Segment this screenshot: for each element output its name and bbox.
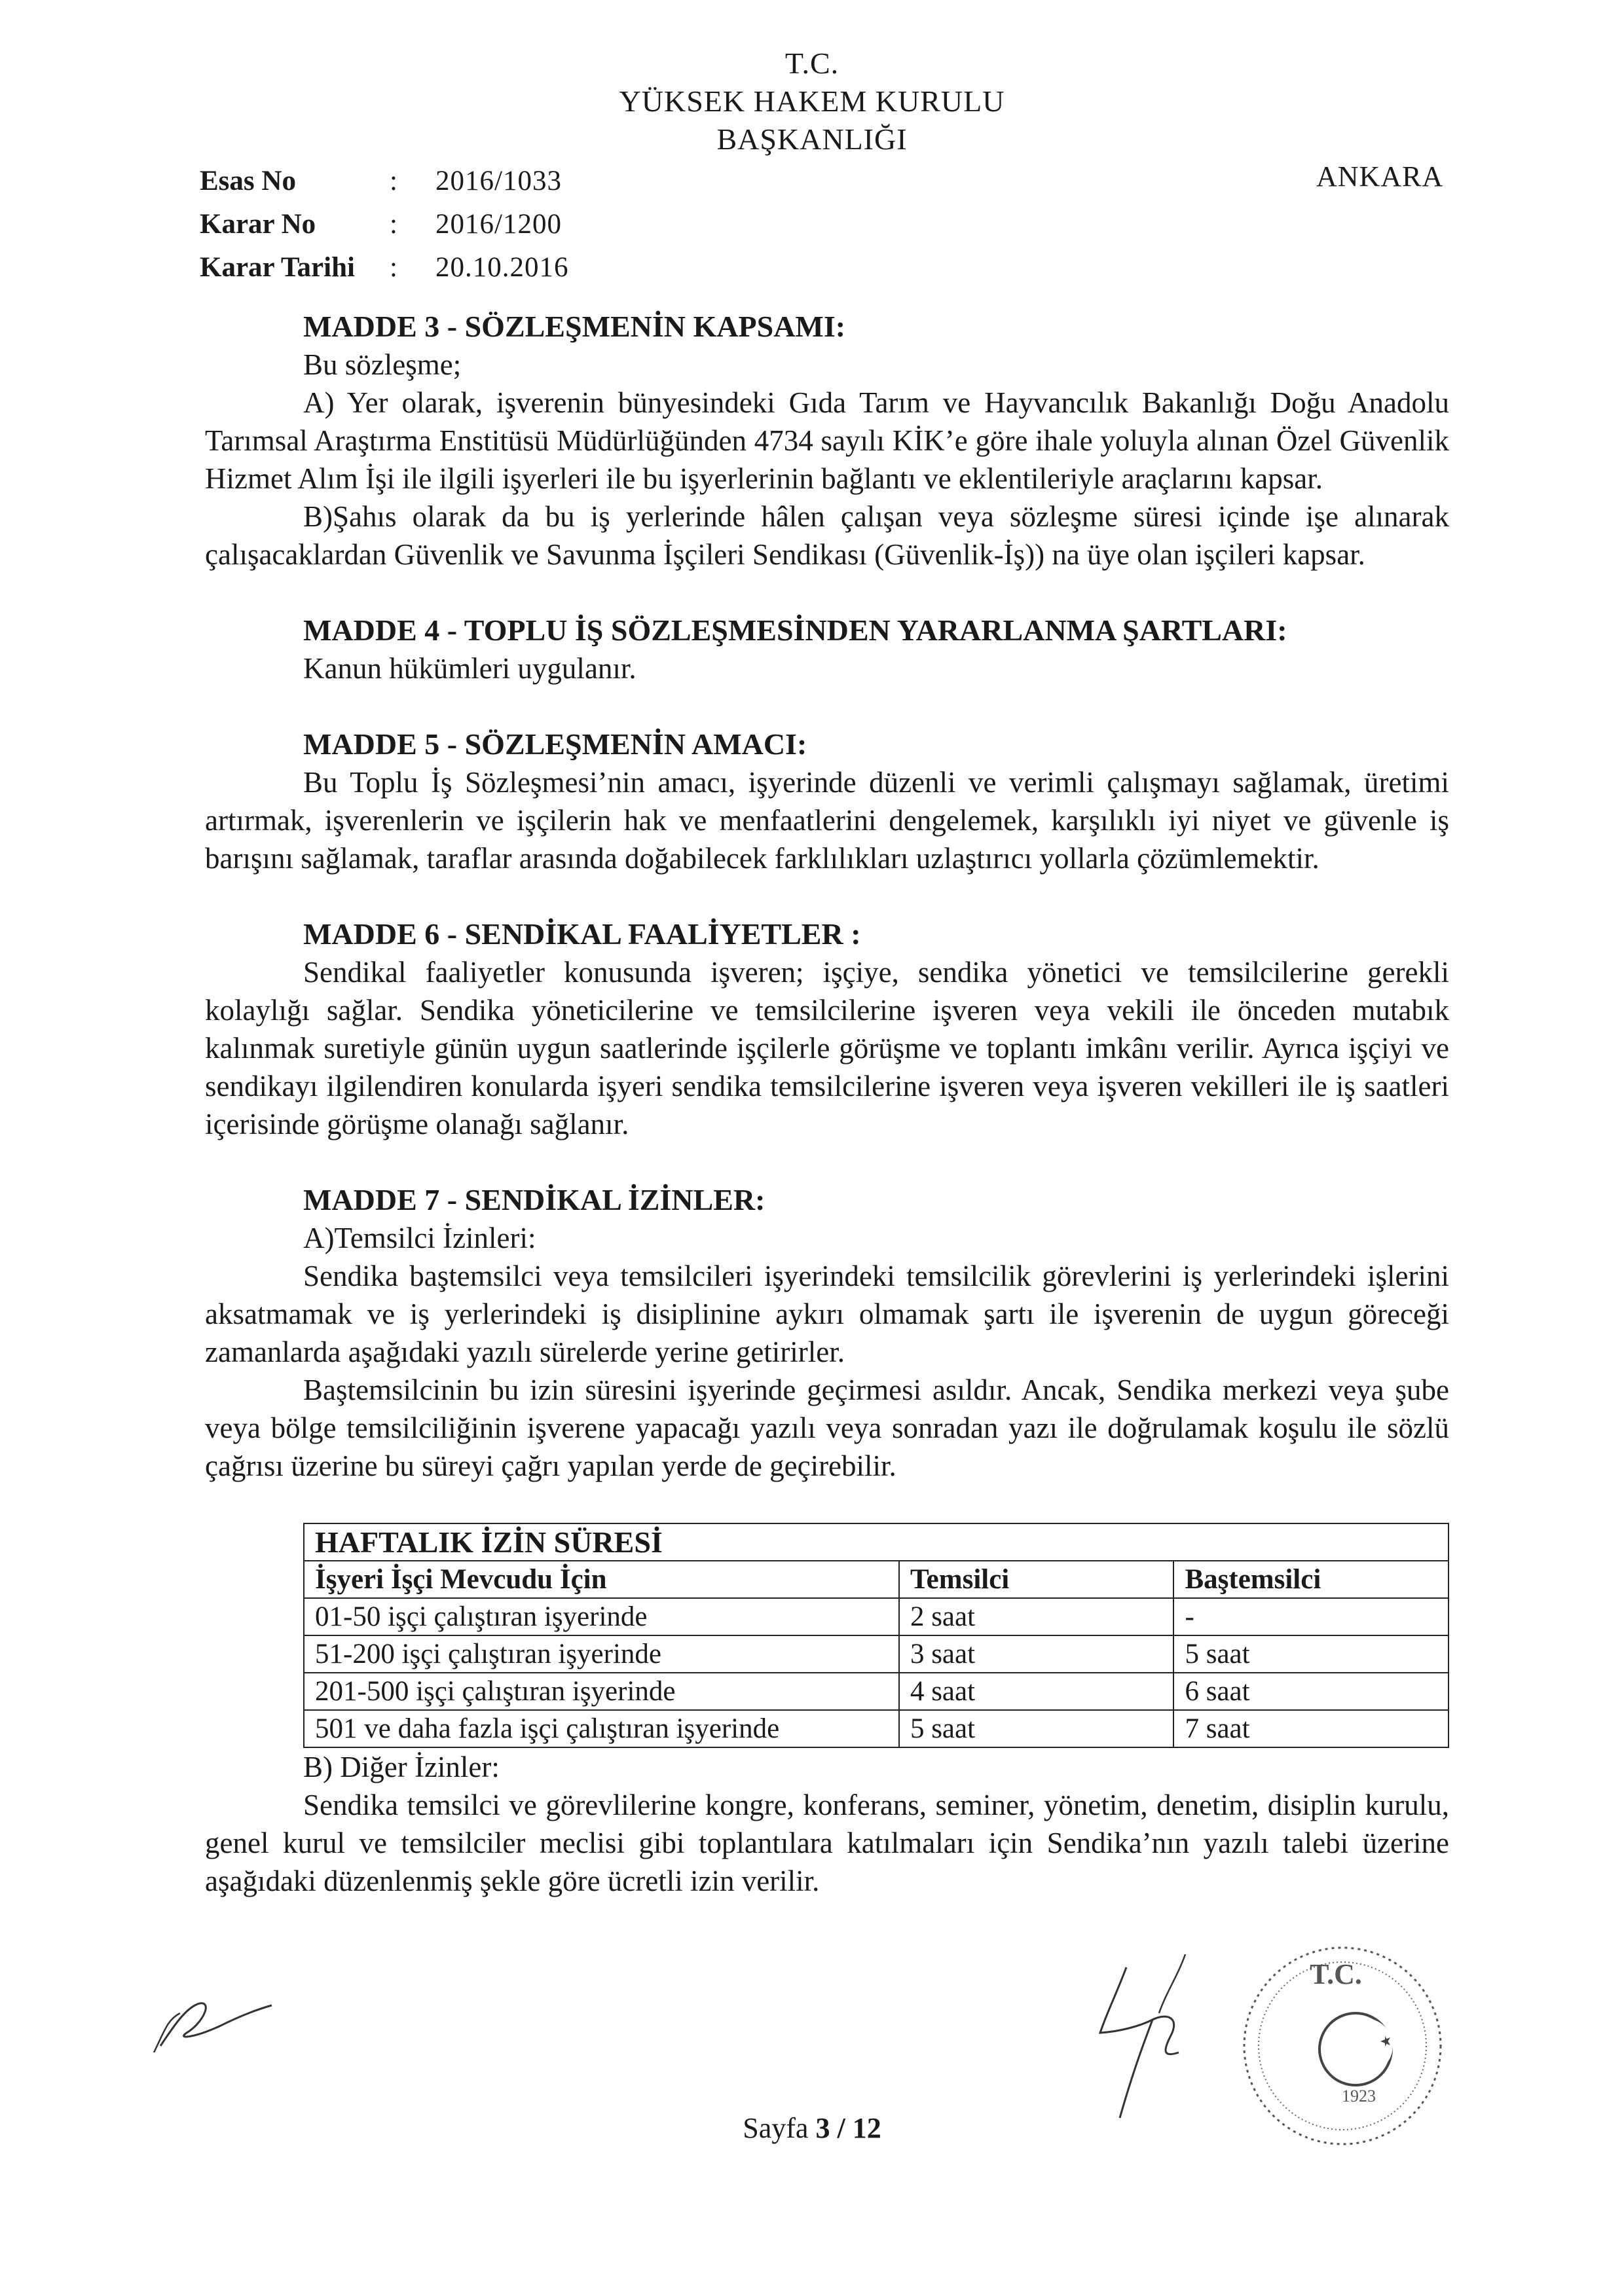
table-cell: 2 saat (899, 1598, 1174, 1635)
header-organization: YÜKSEK HAKEM KURULU (619, 84, 1005, 118)
table-cell: 5 saat (1173, 1635, 1449, 1673)
seal-year: 1923 (1342, 2086, 1376, 2105)
article-6-title: MADDE 6 - SENDİKAL FAALİYETLER : (303, 917, 861, 951)
article-5-text: Bu Toplu İş Sözleşmesi’nin amacı, işyerinde düzenli ve verimli çalışmayı sağlamak, üretimi artırmak, işverenlerin ve işçilerin hak ve menfaatlerini dengelemek, karşılıklı iyi niyet ve güvenle iş barışını sağlamak, taraflar arasında doğabilecek farklılıkları uzlaştırıcı yollarla çözümlemektir. (205, 766, 1449, 875)
table-title: HAFTALIK İZİN SÜRESİ (304, 1523, 1449, 1561)
article-7-title: MADDE 7 - SENDİKAL İZİNLER: (303, 1183, 766, 1216)
table-cell: 5 saat (899, 1710, 1174, 1747)
table-cell: 3 saat (899, 1635, 1174, 1673)
header-department: BAŞKANLIĞI (716, 122, 908, 156)
weekly-leave-table (303, 1523, 1449, 1748)
table-header: Temsilci (899, 1561, 1174, 1598)
page-prefix: Sayfa (743, 2112, 816, 2144)
tarih-row (200, 246, 569, 289)
colon: : (390, 166, 397, 196)
article-3-title: MADDE 3 - SÖZLEŞMENİN KAPSAMI: (303, 310, 846, 343)
document-body (205, 308, 1449, 1900)
table-cell: 4 saat (899, 1673, 1174, 1710)
esas-row (200, 160, 569, 203)
article-7-p3: Sendika temsilci ve görevlilerine kongre, konferans, seminer, yönetim, denetim, disiplin kurulu, genel kurul ve temsilciler meclisi gibi toplantılara katılmaları için Sendika’nın yazılı talebi üzerine aşağıdaki düzenlenmiş şekle göre ücretli izin verilir. (205, 1789, 1449, 1897)
article-4-text: Kanun hükümleri uygulanır. (303, 652, 637, 685)
page-total: 12 (852, 2112, 881, 2144)
article-3-a: A) Yer olarak, işverenin bünyesindeki Gıda Tarım ve Hayvancılık Bakanlığı Doğu Anadolu Tarımsal Araştırma Enstitüsü Müdürlüğünden 4734 sayılı KİK’e göre ihale yoluyla alınan Özel Güvenlik Hizmet Alım İşi ile ilgili işyerleri ile bu işyerlerinin bağlantı ve eklentileriyle araçlarını kapsar. (205, 386, 1449, 495)
table-cell: 201-500 işçi çalıştıran işyerinde (304, 1673, 899, 1710)
page-number (0, 2111, 1624, 2145)
table-cell: 51-200 işçi çalıştıran işyerinde (304, 1635, 899, 1673)
table-cell: 6 saat (1173, 1673, 1449, 1710)
city-label: ANKARA (1316, 160, 1444, 192)
article-7-p2: Baştemsilcinin bu izin süresini işyerinde geçirmesi asıldır. Ancak, Sendika merkezi veya şube veya bölge temsilciliğinin işverene yapacağı yazılı veya sonradan yazı ile doğrulamak koşulu ile sözlü çağrısı üzerine bu süreyi çağrı yapılan yerde de geçirebilir. (205, 1374, 1449, 1482)
article-4-title: MADDE 4 - TOPLU İŞ SÖZLEŞMESİNDEN YARARLANMA ŞARTLARI: (303, 613, 1287, 647)
article-6-text: Sendikal faaliyetler konusunda işveren; işçiye, sendika yönetici ve temsilcilerine gerekli kolaylığı sağlar. Sendika yöneticilerine ve temsilcilerine işveren veya vekili ile önceden mutabık kalınmak suretiyle günün uygun saatlerinde işçilerle görüşme ve toplantı imkânı verilir. Ayrıca işçiyi ve sendikayı ilgilendiren konularda işyeri sendika temsilcilerine işveren veya işveren vekilleri ile iş saatleri içerisinde görüşme olanağı sağlanır. (205, 956, 1449, 1140)
karar-row (200, 203, 569, 246)
signature-right (1080, 1954, 1231, 2124)
tarih-value: 20.10.2016 (435, 252, 569, 283)
table-row (304, 1598, 1449, 1635)
table-cell: - (1173, 1598, 1449, 1635)
table-cell: 01-50 işçi çalıştıran işyerinde (304, 1598, 899, 1635)
esas-label: Esas No (200, 166, 296, 196)
table-row (304, 1635, 1449, 1673)
karar-value: 2016/1200 (435, 209, 562, 240)
article-3-intro: Bu sözleşme; (303, 348, 462, 381)
table-header: İşyeri İşçi Mevcudu İçin (304, 1561, 899, 1598)
case-metadata (200, 160, 569, 289)
tarih-label: Karar Tarihi (200, 252, 355, 283)
table-header: Baştemsilci (1173, 1561, 1449, 1598)
table-cell: 501 ve daha fazla işçi çalıştıran işyerinde (304, 1710, 899, 1747)
table-header-row (304, 1561, 1449, 1598)
colon: : (390, 252, 397, 283)
colon: : (390, 209, 397, 240)
signature-left (147, 1987, 278, 2059)
page-current: 3 (815, 2112, 830, 2144)
article-7-p1: Sendika baştemsilci veya temsilcileri işyerindeki temsilcilik görevlerini iş yerlerindeki işlerini aksatmamak ve iş yerlerindeki iş disiplinine aykırı olmamak şartı ile işverenin de uygun göreceği zamanlarda aşağıdaki yazılı sürelerde yerine getirirler. (205, 1260, 1449, 1368)
esas-value: 2016/1033 (435, 166, 562, 196)
article-7-b-title: B) Diğer İzinler: (303, 1751, 500, 1783)
table-row (304, 1710, 1449, 1747)
article-7-a-title: A)Temsilci İzinleri: (303, 1222, 536, 1254)
table-cell: 7 saat (1173, 1710, 1449, 1747)
seal-text: T.C. (1310, 1958, 1362, 1990)
karar-label: Karar No (200, 209, 316, 240)
page-separator: / (830, 2112, 853, 2144)
article-5-title: MADDE 5 - SÖZLEŞMENİN AMACI: (303, 727, 807, 761)
article-3-b: B)Şahıs olarak da bu iş yerlerinde hâlen çalışan veya sözleşme süresi içinde işe alınarak çalışacaklardan Güvenlik ve Savunma İşçileri Sendikası (Güvenlik-İş)) na üye olan işçileri kapsar. (205, 500, 1449, 571)
header-tc: T.C. (784, 46, 840, 80)
table-row (304, 1673, 1449, 1710)
